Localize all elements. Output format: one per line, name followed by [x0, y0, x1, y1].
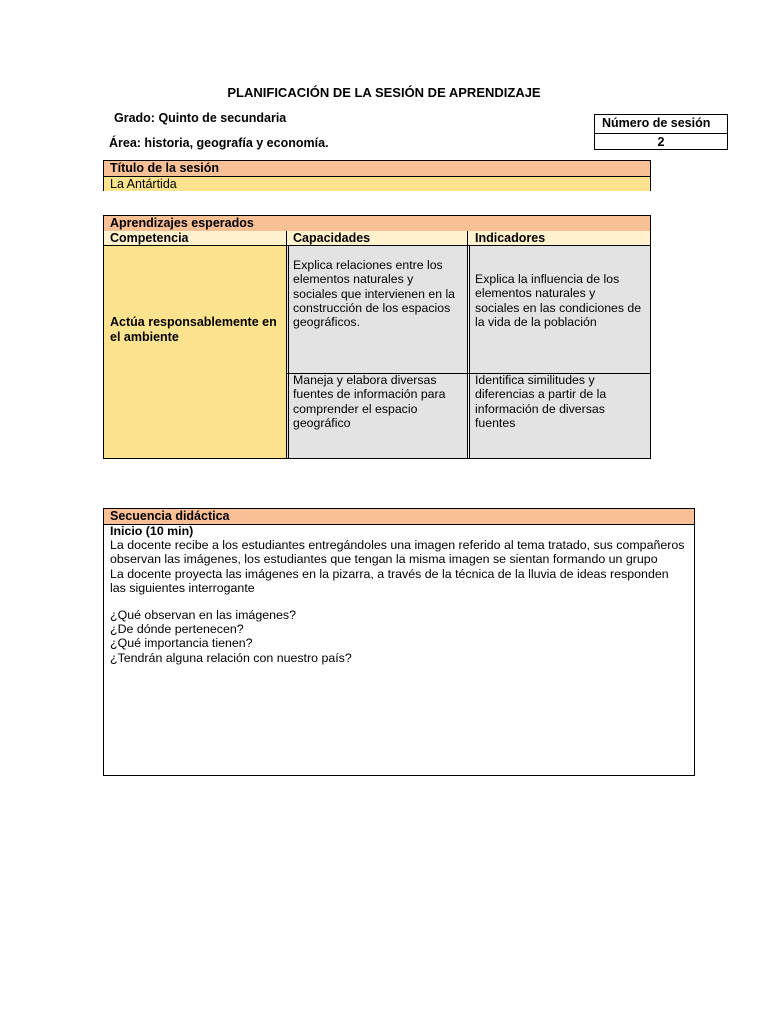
secuencia-body	[110, 524, 686, 665]
secuencia-header: Secuencia didáctica	[104, 509, 694, 525]
column-header-competencia: Competencia	[110, 231, 189, 245]
secuencia-paragraph-1: La docente recibe a los estudiantes entregándoles una imagen referido al tema tratado, sus compañeros observan las imágenes, los estudiantes que tengan la misma imagen se sientan formando un grupo	[110, 538, 685, 567]
capacidad-1: Explica relaciones entre los elementos naturales y sociales que intervienen en la construcción de los espacios geográficos.	[293, 258, 456, 330]
aprendizajes-header: Aprendizajes esperados	[104, 216, 650, 232]
session-title-value: La Antártida	[104, 177, 650, 191]
question-item: ¿Tendrán alguna relación con nuestro país?	[110, 650, 352, 665]
session-title-table	[103, 160, 651, 191]
column-header-capacidades: Capacidades	[293, 231, 371, 245]
capacidad-2: Maneja y elabora diversas fuentes de información para comprender el espacio geográfico	[293, 373, 446, 430]
question-item: ¿Qué importancia tienen?	[110, 636, 253, 651]
area-label: Área: historia, geografía y economía.	[109, 136, 329, 150]
grid-line	[286, 231, 287, 459]
session-title-header: Título de la sesión	[104, 161, 650, 177]
question-item: ¿De dónde pertenecen?	[110, 622, 244, 637]
session-number-label: Número de sesión	[595, 115, 727, 134]
indicador-2: Identifica similitudes y diferencias a partir de la información de diversas fuentes	[475, 373, 607, 430]
column-header-indicadores: Indicadores	[475, 231, 546, 245]
inicio-label: Inicio (10 min)	[110, 524, 194, 538]
aprendizajes-column-headers	[104, 231, 650, 246]
grid-line	[288, 246, 289, 458]
session-number-value: 2	[657, 135, 665, 149]
secuencia-paragraph-2: La docente proyecta las imágenes en la pizarra, a través de la técnica de la lluvia de ideas responden las siguientes interrogante	[110, 566, 669, 595]
grid-line	[467, 231, 468, 459]
question-item: ¿Qué observan en las imágenes?	[110, 608, 296, 623]
competencia-text: Actúa responsablemente en el ambiente	[110, 315, 277, 344]
indicador-1: Explica la influencia de los elementos naturales y sociales en las condiciones de la vida de la población	[475, 272, 642, 329]
grado-label: Grado: Quinto de secundaria	[114, 111, 287, 125]
session-number-box	[594, 114, 728, 150]
aprendizajes-table	[103, 215, 651, 459]
page-title: PLANIFICACIÓN DE LA SESIÓN DE APRENDIZAJE	[227, 85, 541, 100]
competencia-cell	[104, 246, 287, 458]
secuencia-table	[103, 508, 695, 776]
grid-line	[469, 246, 470, 458]
